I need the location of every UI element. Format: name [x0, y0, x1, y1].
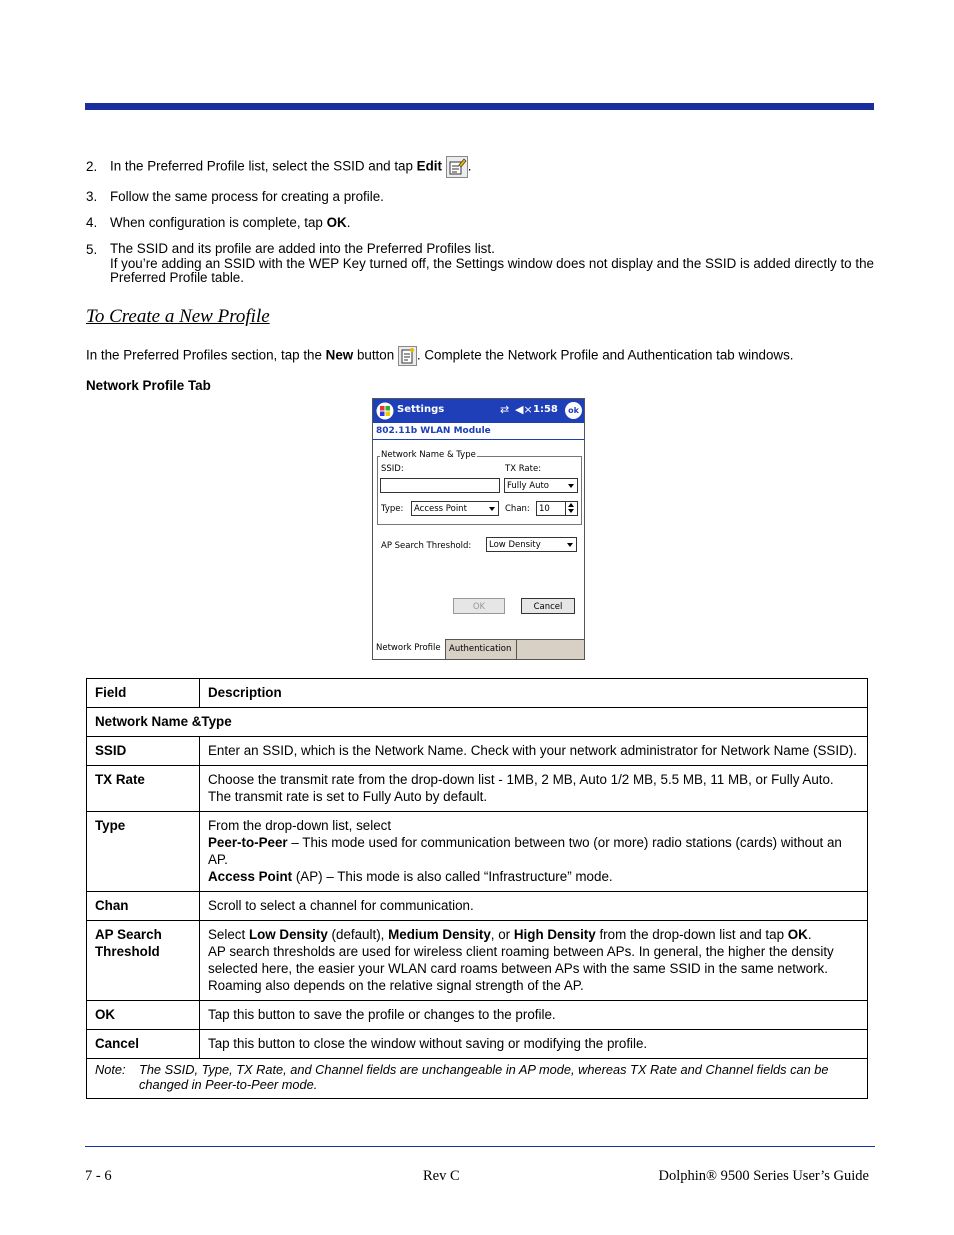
step-bold: Edit	[416, 158, 442, 174]
divider	[373, 439, 584, 440]
spin-down-icon	[568, 509, 574, 513]
ssid-label: SSID:	[381, 464, 404, 474]
module-label: 802.11b WLAN Module	[376, 426, 491, 436]
table-row: Chan Scroll to select a channel for communication.	[87, 892, 868, 921]
table-header-row	[87, 679, 868, 708]
step-text-end: .	[467, 158, 472, 174]
step-text: In the Preferred Profile list, select the SSID and tap	[110, 158, 417, 174]
type-select[interactable]: Access Point	[411, 501, 499, 516]
chevron-down-icon	[489, 507, 495, 511]
threshold-select[interactable]: Low Density	[486, 537, 577, 552]
step-text-note: If you’re adding an SSID with the WEP Key turned off, the Settings window does not display and the SSID is added directly to the Preferred Profile table.	[110, 255, 874, 285]
new-icon	[398, 346, 417, 366]
txrate-select[interactable]: Fully Auto	[504, 478, 578, 493]
guide-title: Dolphin® 9500 Series User’s Guide	[658, 1168, 869, 1184]
chan-label: Chan:	[505, 504, 530, 514]
footer-rule	[85, 1146, 875, 1147]
note-label: Note:	[95, 1062, 126, 1077]
step-number: 2.	[86, 159, 98, 174]
table-row: TX Rate Choose the transmit rate from the drop-down list - 1MB, 2 MB, Auto 1/2 MB, 5.5 MB, 11 MB, or Fully Auto. The transmit rate is set to Fully Auto by default.	[87, 766, 868, 812]
table-row: SSID Enter an SSID, which is the Network Name. Check with your network administrator for Network Name (SSID).	[87, 737, 868, 766]
step-bold: OK	[326, 215, 347, 230]
spin-up-icon	[568, 503, 574, 507]
spin-buttons[interactable]	[565, 502, 577, 515]
step-number: 5.	[86, 242, 98, 257]
tab-network-profile[interactable]: Network Profile	[373, 639, 446, 659]
volume-muted-icon[interactable]: ◀×	[515, 403, 533, 416]
table-row: Cancel Tap this button to close the window without saving or modifying the profile.	[87, 1030, 868, 1059]
field-description-table	[86, 678, 868, 1099]
device-title: Settings	[397, 404, 445, 415]
table-row: Type From the drop-down list, select Peer-to-Peer – This mode used for communication between two (or more) radio stations (cards) without an AP. Access Point (AP) – This mode is also called “Infrastructure” mode.	[87, 812, 868, 892]
step-text: The SSID and its profile are added into the Preferred Profiles list.	[110, 241, 495, 256]
step-text: When configuration is complete, tap	[110, 215, 327, 230]
table-section-row	[87, 708, 868, 737]
chevron-down-icon	[568, 484, 574, 488]
ssid-input[interactable]	[380, 478, 500, 493]
connectivity-icon[interactable]: ⇄	[500, 403, 510, 416]
title-ok-button[interactable]: ok	[565, 402, 582, 419]
header-accent-bar	[85, 103, 874, 110]
step-number: 4.	[86, 215, 98, 230]
section-title: To Create a New Profile	[86, 306, 270, 327]
revision: Rev C	[423, 1168, 460, 1184]
intro-paragraph: In the Preferred Profiles section, tap the New button . Complete the Network Profile and Authentication tab windows.	[86, 346, 794, 366]
subheading: Network Profile Tab	[86, 378, 211, 393]
section-label: Network Name &Type	[87, 708, 868, 737]
table-row: OK Tap this button to save the profile or changes to the profile.	[87, 1001, 868, 1030]
note-text: The SSID, Type, TX Rate, and Channel fields are unchangeable in AP mode, whereas TX Rate and Channel fields can be changed in Peer-to-Peer mode.	[139, 1062, 829, 1092]
step-text-end: .	[346, 215, 351, 230]
tab-bar	[373, 639, 584, 660]
chevron-down-icon	[567, 543, 573, 547]
device-clock[interactable]: 1:58	[533, 404, 558, 415]
windows-start-icon[interactable]	[376, 402, 394, 420]
header-field: Field	[87, 679, 200, 708]
note	[95, 1062, 859, 1092]
ok-button[interactable]: OK	[453, 598, 505, 614]
step-text: Follow the same process for creating a profile.	[110, 189, 384, 204]
cancel-button[interactable]: Cancel	[521, 598, 575, 614]
txrate-label: TX Rate:	[505, 464, 542, 474]
device-screenshot	[372, 398, 585, 660]
type-label: Type:	[381, 504, 404, 514]
edit-icon	[446, 156, 468, 178]
table-row: AP Search Threshold Select Low Density (default), Medium Density, or High Density from the drop-down list and tap OK. AP search thresholds are used for wireless client roaming between APs. In general, the higher the density selected here, the easier your WLAN card roams between APs with the same SSID in the same network. Roaming also depends on the relative signal strength of the AP.	[87, 921, 868, 1001]
step-number: 3.	[86, 189, 98, 204]
threshold-label: AP Search Threshold:	[381, 541, 472, 551]
table-note-row	[87, 1059, 868, 1099]
group-label: Network Name & Type	[381, 450, 476, 460]
chan-stepper[interactable]: 10	[536, 501, 578, 516]
device-title-bar	[373, 399, 584, 423]
header-description: Description	[200, 679, 868, 708]
page-number: 7 - 6	[85, 1168, 112, 1184]
tab-authentication[interactable]: Authentication	[446, 640, 517, 659]
